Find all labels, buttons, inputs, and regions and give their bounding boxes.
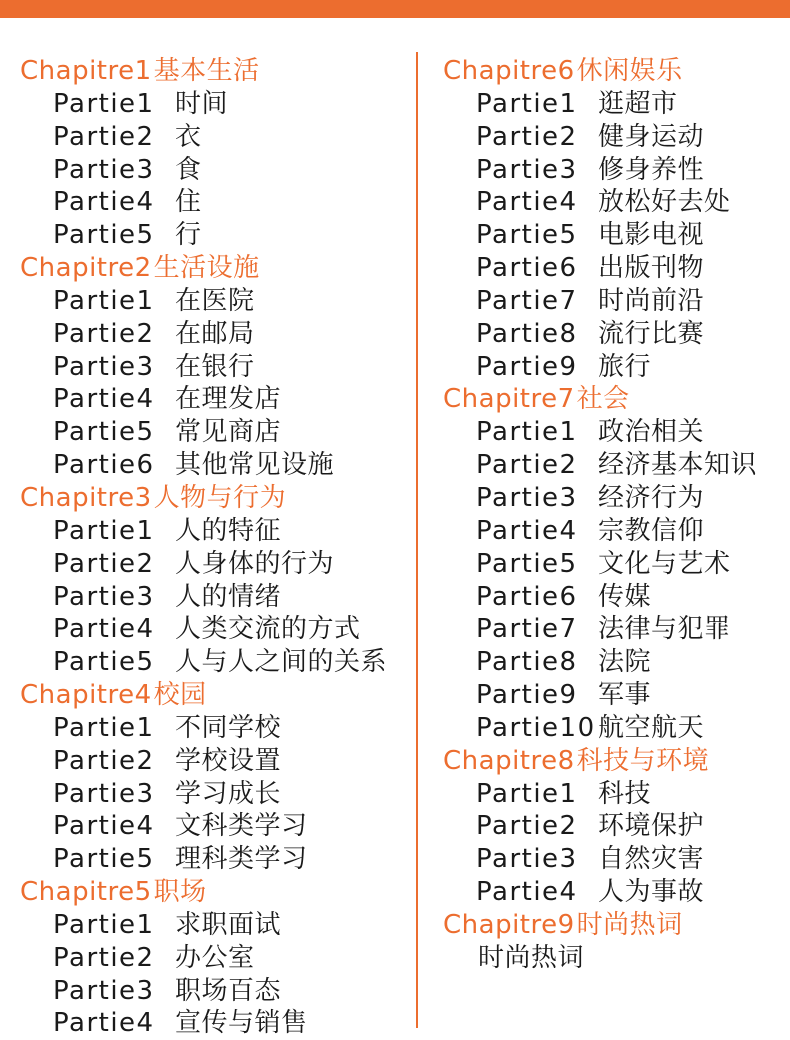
part-title: 常见商店 xyxy=(175,417,282,448)
part-number: Partie5 xyxy=(53,417,155,448)
chapter-title: 科技与环境 xyxy=(576,745,710,776)
part-title: 时间 xyxy=(175,88,229,119)
part-number: Partie8 xyxy=(476,647,578,678)
chapter-heading xyxy=(20,252,412,285)
part-entry xyxy=(20,154,412,187)
chapter-heading xyxy=(443,909,788,942)
top-accent-bar xyxy=(0,0,790,18)
part-number: Partie1 xyxy=(53,712,155,743)
part-title: 流行比赛 xyxy=(598,318,705,349)
part-number: Partie5 xyxy=(476,548,578,579)
chapter-heading xyxy=(443,383,788,416)
chapter-number: Chapitre3 xyxy=(20,482,152,513)
part-number: Partie7 xyxy=(476,614,578,645)
part-entry xyxy=(443,515,788,548)
part-entry xyxy=(20,1007,412,1040)
chapter-number: Chapitre1 xyxy=(20,56,152,86)
part-title: 法律与犯罪 xyxy=(598,614,731,645)
part-number: Partie1 xyxy=(476,417,578,448)
part-title: 电影电视 xyxy=(598,220,705,251)
part-title: 在医院 xyxy=(175,285,255,316)
part-title: 人与人之间的关系 xyxy=(175,647,388,678)
part-entry xyxy=(443,942,788,975)
part-title: 文科类学习 xyxy=(175,811,308,842)
part-entry xyxy=(20,712,412,745)
part-number: Partie9 xyxy=(476,680,578,711)
part-entry xyxy=(443,876,788,909)
part-entry xyxy=(20,613,412,646)
part-entry xyxy=(20,942,412,975)
part-number: Partie4 xyxy=(53,1008,155,1039)
part-title: 修身养性 xyxy=(598,154,705,185)
part-number: Partie3 xyxy=(476,154,578,185)
part-entry xyxy=(443,88,788,121)
part-entry xyxy=(20,219,412,252)
part-number: Partie10 xyxy=(476,712,596,743)
part-entry xyxy=(20,909,412,942)
part-title: 在理发店 xyxy=(175,384,282,415)
part-number: Partie2 xyxy=(476,450,578,481)
part-entry xyxy=(443,219,788,252)
part-title: 宣传与销售 xyxy=(175,1008,308,1039)
part-entry xyxy=(443,548,788,581)
part-number: Partie3 xyxy=(53,351,155,382)
part-entry xyxy=(443,449,788,482)
part-entry xyxy=(443,482,788,515)
part-entry xyxy=(20,745,412,778)
part-number: Partie3 xyxy=(476,482,578,513)
part-entry xyxy=(20,778,412,811)
part-title: 人类交流的方式 xyxy=(175,614,361,645)
part-title: 其他常见设施 xyxy=(175,450,335,481)
chapter-number: Chapitre5 xyxy=(20,877,152,908)
part-entry xyxy=(20,351,412,384)
chapter-heading xyxy=(443,55,788,88)
chapter-heading xyxy=(20,482,412,515)
part-title: 政治相关 xyxy=(598,417,705,448)
part-number: Partie3 xyxy=(476,844,578,875)
chapter-number: Chapitre7 xyxy=(443,384,575,415)
chapter-title: 人物与行为 xyxy=(153,482,287,513)
part-number: Partie5 xyxy=(53,844,155,875)
part-title: 不同学校 xyxy=(175,712,282,743)
part-entry xyxy=(443,318,788,351)
part-title: 军事 xyxy=(598,680,652,711)
chapter-number: Chapitre6 xyxy=(443,56,575,86)
part-title: 科技 xyxy=(598,778,652,809)
part-number: Partie4 xyxy=(476,877,578,908)
part-title: 理科类学习 xyxy=(175,844,308,875)
part-number: Partie6 xyxy=(476,253,578,284)
part-number: Partie4 xyxy=(476,515,578,546)
part-title: 行 xyxy=(175,220,202,251)
part-title: 人的情绪 xyxy=(175,581,282,612)
part-entry xyxy=(443,186,788,219)
part-entry xyxy=(20,121,412,154)
part-number: Partie3 xyxy=(53,581,155,612)
part-number: Partie5 xyxy=(476,220,578,251)
part-title: 文化与艺术 xyxy=(598,548,731,579)
part-entry xyxy=(20,975,412,1008)
part-entry xyxy=(443,712,788,745)
part-entry xyxy=(20,285,412,318)
chapter-title: 时尚热词 xyxy=(576,909,683,940)
toc-column-left xyxy=(20,55,412,1040)
part-title: 时尚热词 xyxy=(478,942,585,973)
part-entry xyxy=(443,285,788,318)
part-title: 健身运动 xyxy=(598,121,705,152)
part-title: 旅行 xyxy=(598,351,652,382)
chapter-number: Chapitre2 xyxy=(20,253,152,284)
part-entry xyxy=(443,646,788,679)
part-entry xyxy=(443,416,788,449)
chapter-heading xyxy=(20,679,412,712)
part-entry xyxy=(20,449,412,482)
part-number: Partie4 xyxy=(476,187,578,218)
part-entry xyxy=(20,318,412,351)
part-entry xyxy=(20,383,412,416)
part-title: 衣 xyxy=(175,121,202,152)
part-entry xyxy=(443,252,788,285)
part-title: 住 xyxy=(175,187,202,218)
part-title: 传媒 xyxy=(598,581,652,612)
chapter-heading xyxy=(20,876,412,909)
part-title: 法院 xyxy=(598,647,652,678)
part-title: 职场百态 xyxy=(175,975,282,1006)
part-entry xyxy=(443,581,788,614)
part-number: Partie2 xyxy=(476,121,578,152)
part-number: Partie2 xyxy=(53,121,155,152)
part-entry xyxy=(443,613,788,646)
part-number: Partie4 xyxy=(53,614,155,645)
part-number: Partie1 xyxy=(53,515,155,546)
part-number: Partie1 xyxy=(53,285,155,316)
part-entry xyxy=(443,810,788,843)
part-number: Partie4 xyxy=(53,384,155,415)
part-entry xyxy=(20,515,412,548)
part-number: Partie5 xyxy=(53,220,155,251)
chapter-title: 职场 xyxy=(153,877,207,908)
part-title: 求职面试 xyxy=(175,909,282,940)
part-title: 在邮局 xyxy=(175,318,255,349)
part-title: 办公室 xyxy=(175,942,255,973)
part-title: 环境保护 xyxy=(598,811,705,842)
part-title: 人为事故 xyxy=(598,877,705,908)
part-entry xyxy=(20,186,412,219)
part-number: Partie8 xyxy=(476,318,578,349)
part-number: Partie4 xyxy=(53,187,155,218)
chapter-title: 校园 xyxy=(153,680,207,711)
chapter-number: Chapitre9 xyxy=(443,909,575,940)
part-title: 学习成长 xyxy=(175,778,282,809)
part-title: 航空航天 xyxy=(598,712,705,743)
part-entry xyxy=(443,679,788,712)
toc-column-right xyxy=(443,55,788,975)
part-number: Partie3 xyxy=(53,154,155,185)
part-title: 逛超市 xyxy=(598,88,678,119)
chapter-heading xyxy=(20,55,412,88)
part-title: 自然灾害 xyxy=(598,844,705,875)
part-title: 人身体的行为 xyxy=(175,548,335,579)
chapter-title: 基本生活 xyxy=(153,56,260,86)
part-title: 经济基本知识 xyxy=(598,450,758,481)
part-entry xyxy=(20,416,412,449)
part-title: 学校设置 xyxy=(175,745,282,776)
chapter-number: Chapitre8 xyxy=(443,745,575,776)
part-number: Partie2 xyxy=(53,942,155,973)
part-number: Partie2 xyxy=(53,745,155,776)
part-title: 宗教信仰 xyxy=(598,515,705,546)
part-title: 出版刊物 xyxy=(598,253,705,284)
part-number: Partie2 xyxy=(53,318,155,349)
part-number: Partie4 xyxy=(53,811,155,842)
part-number: Partie6 xyxy=(53,450,155,481)
part-entry xyxy=(20,810,412,843)
part-entry xyxy=(20,843,412,876)
part-entry xyxy=(443,778,788,811)
part-entry xyxy=(20,88,412,121)
part-number: Partie1 xyxy=(53,909,155,940)
part-number: Partie5 xyxy=(53,647,155,678)
chapter-heading xyxy=(443,745,788,778)
part-number: Partie1 xyxy=(476,778,578,809)
part-entry xyxy=(443,351,788,384)
part-title: 放松好去处 xyxy=(598,187,731,218)
part-title: 在银行 xyxy=(175,351,255,382)
part-number: Partie6 xyxy=(476,581,578,612)
part-entry xyxy=(443,121,788,154)
part-number: Partie3 xyxy=(53,778,155,809)
part-number: Partie3 xyxy=(53,975,155,1006)
part-title: 经济行为 xyxy=(598,482,705,513)
part-number: Partie2 xyxy=(476,811,578,842)
part-entry xyxy=(443,154,788,187)
part-title: 时尚前沿 xyxy=(598,285,705,316)
part-number: Partie1 xyxy=(476,88,578,119)
chapter-number: Chapitre4 xyxy=(20,680,152,711)
part-number: Partie1 xyxy=(53,88,155,119)
part-number: Partie9 xyxy=(476,351,578,382)
part-entry xyxy=(20,646,412,679)
part-entry xyxy=(443,843,788,876)
column-divider xyxy=(416,52,418,1028)
part-title: 人的特征 xyxy=(175,515,282,546)
part-number: Partie7 xyxy=(476,285,578,316)
chapter-title: 生活设施 xyxy=(153,253,260,284)
part-entry xyxy=(20,581,412,614)
chapter-title: 休闲娱乐 xyxy=(576,56,683,86)
chapter-title: 社会 xyxy=(576,384,630,415)
part-entry xyxy=(20,548,412,581)
part-number: Partie2 xyxy=(53,548,155,579)
part-title: 食 xyxy=(175,154,202,185)
